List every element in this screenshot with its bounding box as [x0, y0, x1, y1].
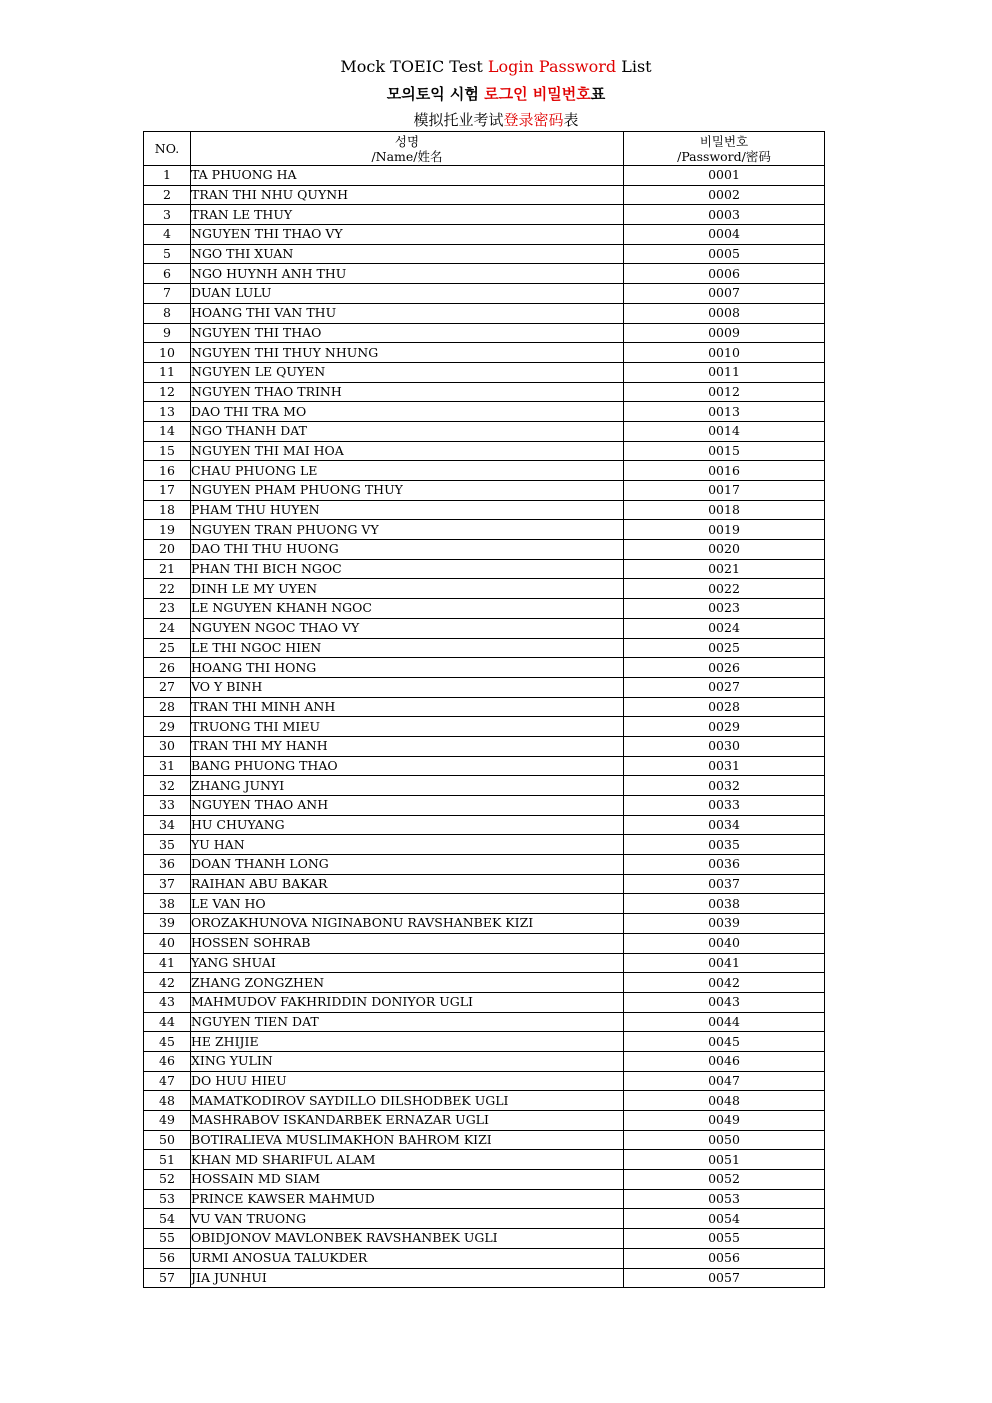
table-row	[144, 1032, 825, 1052]
table-row	[144, 244, 825, 264]
row-name-cell: NGUYEN TRAN PHUONG VY	[191, 520, 624, 540]
row-name-cell: OROZAKHUNOVA NIGINABONU RAVSHANBEK KIZI	[191, 914, 624, 934]
row-password-cell: 0014	[624, 421, 825, 441]
row-name-cell: TRAN THI MY HANH	[191, 736, 624, 756]
row-password-cell: 0042	[624, 973, 825, 993]
row-number-cell: 50	[144, 1130, 191, 1150]
row-password-cell: 0017	[624, 481, 825, 501]
row-name-cell: URMI ANOSUA TALUKDER	[191, 1248, 624, 1268]
row-name-cell: YU HAN	[191, 835, 624, 855]
row-number-cell: 48	[144, 1091, 191, 1111]
table-row	[144, 500, 825, 520]
row-name-cell: TA PHUONG HA	[191, 166, 624, 186]
row-name-cell: BOTIRALIEVA MUSLIMAKHON BAHROM KIZI	[191, 1130, 624, 1150]
title-korean-highlight: 로그인 비밀번호	[484, 85, 591, 103]
row-number-cell: 20	[144, 540, 191, 560]
row-password-cell: 0020	[624, 540, 825, 560]
row-name-cell: NGUYEN THI MAI HOA	[191, 441, 624, 461]
row-number-cell: 45	[144, 1032, 191, 1052]
row-password-cell: 0018	[624, 500, 825, 520]
row-name-cell: YANG SHUAI	[191, 953, 624, 973]
header-no: NO.	[144, 132, 191, 166]
row-name-cell: TRAN THI MINH ANH	[191, 697, 624, 717]
row-password-cell: 0038	[624, 894, 825, 914]
row-number-cell: 36	[144, 855, 191, 875]
row-number-cell: 44	[144, 1012, 191, 1032]
password-table	[143, 131, 825, 1288]
row-number-cell: 31	[144, 756, 191, 776]
row-number-cell: 42	[144, 973, 191, 993]
row-password-cell: 0041	[624, 953, 825, 973]
table-row	[144, 1248, 825, 1268]
row-password-cell: 0019	[624, 520, 825, 540]
row-password-cell: 0054	[624, 1209, 825, 1229]
table-row	[144, 992, 825, 1012]
row-name-cell: HOSSAIN MD SIAM	[191, 1170, 624, 1190]
row-name-cell: VO Y BINH	[191, 677, 624, 697]
row-password-cell: 0043	[624, 992, 825, 1012]
title-english-highlight: Login Password	[487, 57, 617, 76]
row-name-cell: TRAN THI NHU QUYNH	[191, 185, 624, 205]
row-password-cell: 0046	[624, 1051, 825, 1071]
table-row	[144, 1229, 825, 1249]
table-row	[144, 815, 825, 835]
row-name-cell: BANG PHUONG THAO	[191, 756, 624, 776]
table-row	[144, 225, 825, 245]
table-row	[144, 874, 825, 894]
row-number-cell: 14	[144, 421, 191, 441]
row-name-cell: CHAU PHUONG LE	[191, 461, 624, 481]
row-number-cell: 10	[144, 343, 191, 363]
row-name-cell: VU VAN TRUONG	[191, 1209, 624, 1229]
row-password-cell: 0052	[624, 1170, 825, 1190]
row-number-cell: 19	[144, 520, 191, 540]
row-number-cell: 52	[144, 1170, 191, 1190]
table-row	[144, 776, 825, 796]
table-row	[144, 796, 825, 816]
row-name-cell: HU CHUYANG	[191, 815, 624, 835]
row-name-cell: NGO HUYNH ANH THU	[191, 264, 624, 284]
row-password-cell: 0026	[624, 658, 825, 678]
table-row	[144, 855, 825, 875]
row-password-cell: 0022	[624, 579, 825, 599]
table-row	[144, 658, 825, 678]
row-name-cell: LE VAN HO	[191, 894, 624, 914]
row-password-cell: 0011	[624, 362, 825, 382]
table-row	[144, 559, 825, 579]
row-number-cell: 55	[144, 1229, 191, 1249]
table-row	[144, 264, 825, 284]
row-password-cell: 0039	[624, 914, 825, 934]
row-name-cell: NGUYEN THAO TRINH	[191, 382, 624, 402]
table-row	[144, 343, 825, 363]
row-number-cell: 56	[144, 1248, 191, 1268]
row-password-cell: 0050	[624, 1130, 825, 1150]
table-row	[144, 540, 825, 560]
row-name-cell: HE ZHIJIE	[191, 1032, 624, 1052]
table-row	[144, 736, 825, 756]
row-name-cell: KHAN MD SHARIFUL ALAM	[191, 1150, 624, 1170]
row-name-cell: DUAN LULU	[191, 284, 624, 304]
table-row	[144, 1209, 825, 1229]
row-name-cell: HOANG THI VAN THU	[191, 303, 624, 323]
row-number-cell: 23	[144, 599, 191, 619]
title-english	[0, 54, 992, 80]
table-row	[144, 973, 825, 993]
row-number-cell: 12	[144, 382, 191, 402]
header-name-korean: 성명	[394, 133, 420, 149]
header-name-sub: /Name/姓名	[371, 148, 443, 164]
table-row	[144, 835, 825, 855]
row-password-cell: 0044	[624, 1012, 825, 1032]
table-row	[144, 756, 825, 776]
row-name-cell: MAHMUDOV FAKHRIDDIN DONIYOR UGLI	[191, 992, 624, 1012]
row-number-cell: 17	[144, 481, 191, 501]
table-row	[144, 914, 825, 934]
title-korean-part1: 모의토익 시험	[386, 85, 485, 103]
row-password-cell: 0053	[624, 1189, 825, 1209]
table-row	[144, 599, 825, 619]
row-name-cell: PHAN THI BICH NGOC	[191, 559, 624, 579]
row-number-cell: 33	[144, 796, 191, 816]
title-korean	[0, 80, 992, 108]
row-name-cell: MASHRABOV ISKANDARBEK ERNAZAR UGLI	[191, 1111, 624, 1131]
table-row	[144, 1111, 825, 1131]
row-number-cell: 16	[144, 461, 191, 481]
row-password-cell: 0036	[624, 855, 825, 875]
table-header-row	[144, 132, 825, 166]
row-name-cell: PRINCE KAWSER MAHMUD	[191, 1189, 624, 1209]
row-number-cell: 40	[144, 933, 191, 953]
table-row	[144, 323, 825, 343]
row-name-cell: DOAN THANH LONG	[191, 855, 624, 875]
row-password-cell: 0037	[624, 874, 825, 894]
row-password-cell: 0001	[624, 166, 825, 186]
row-password-cell: 0031	[624, 756, 825, 776]
row-password-cell: 0023	[624, 599, 825, 619]
row-password-cell: 0032	[624, 776, 825, 796]
table-row	[144, 421, 825, 441]
table-row	[144, 1150, 825, 1170]
row-password-cell: 0056	[624, 1248, 825, 1268]
row-number-cell: 22	[144, 579, 191, 599]
row-password-cell: 0006	[624, 264, 825, 284]
row-password-cell: 0057	[624, 1268, 825, 1288]
table-row	[144, 697, 825, 717]
row-name-cell: HOSSEN SOHRAB	[191, 933, 624, 953]
title-korean-part3: 표	[590, 85, 606, 103]
row-number-cell: 8	[144, 303, 191, 323]
row-number-cell: 32	[144, 776, 191, 796]
table-row	[144, 894, 825, 914]
row-number-cell: 7	[144, 284, 191, 304]
row-password-cell: 0009	[624, 323, 825, 343]
header-password-korean: 비밀번호	[699, 133, 749, 149]
row-name-cell: NGUYEN THI THAO VY	[191, 225, 624, 245]
row-number-cell: 24	[144, 618, 191, 638]
row-password-cell: 0051	[624, 1150, 825, 1170]
header-name	[191, 132, 624, 166]
row-name-cell: LE THI NGOC HIEN	[191, 638, 624, 658]
table-row	[144, 461, 825, 481]
row-name-cell: DINH LE MY UYEN	[191, 579, 624, 599]
row-password-cell: 0025	[624, 638, 825, 658]
row-name-cell: NGUYEN THI THAO	[191, 323, 624, 343]
row-password-cell: 0048	[624, 1091, 825, 1111]
title-english-part1: Mock TOEIC Test	[340, 57, 488, 76]
table-row	[144, 717, 825, 737]
row-name-cell: OBIDJONOV MAVLONBEK RAVSHANBEK UGLI	[191, 1229, 624, 1249]
table-row	[144, 481, 825, 501]
row-name-cell: TRAN LE THUY	[191, 205, 624, 225]
table-row	[144, 284, 825, 304]
row-name-cell: MAMATKODIROV SAYDILLO DILSHODBEK UGLI	[191, 1091, 624, 1111]
row-number-cell: 3	[144, 205, 191, 225]
row-name-cell: NGUYEN TIEN DAT	[191, 1012, 624, 1032]
row-name-cell: PHAM THU HUYEN	[191, 500, 624, 520]
row-number-cell: 1	[144, 166, 191, 186]
row-number-cell: 13	[144, 402, 191, 422]
table-row	[144, 1051, 825, 1071]
row-password-cell: 0013	[624, 402, 825, 422]
row-password-cell: 0003	[624, 205, 825, 225]
table-row	[144, 205, 825, 225]
row-number-cell: 11	[144, 362, 191, 382]
row-name-cell: NGUYEN PHAM PHUONG THUY	[191, 481, 624, 501]
row-number-cell: 21	[144, 559, 191, 579]
row-number-cell: 29	[144, 717, 191, 737]
row-number-cell: 43	[144, 992, 191, 1012]
table-row	[144, 166, 825, 186]
row-name-cell: NGO THI XUAN	[191, 244, 624, 264]
row-name-cell: HOANG THI HONG	[191, 658, 624, 678]
table-row	[144, 441, 825, 461]
table-row	[144, 677, 825, 697]
row-name-cell: LE NGUYEN KHANH NGOC	[191, 599, 624, 619]
row-password-cell: 0024	[624, 618, 825, 638]
row-password-cell: 0027	[624, 677, 825, 697]
row-number-cell: 37	[144, 874, 191, 894]
row-password-cell: 0040	[624, 933, 825, 953]
row-name-cell: XING YULIN	[191, 1051, 624, 1071]
row-number-cell: 39	[144, 914, 191, 934]
row-name-cell: RAIHAN ABU BAKAR	[191, 874, 624, 894]
table-row	[144, 362, 825, 382]
row-number-cell: 34	[144, 815, 191, 835]
row-password-cell: 0033	[624, 796, 825, 816]
row-number-cell: 9	[144, 323, 191, 343]
title-chinese-highlight: 登录密码	[503, 111, 564, 129]
row-password-cell: 0008	[624, 303, 825, 323]
title-chinese	[0, 108, 992, 132]
row-password-cell: 0004	[624, 225, 825, 245]
row-name-cell: DAO THI TRA MO	[191, 402, 624, 422]
row-password-cell: 0030	[624, 736, 825, 756]
table-row	[144, 1189, 825, 1209]
table-row	[144, 185, 825, 205]
row-password-cell: 0035	[624, 835, 825, 855]
row-number-cell: 46	[144, 1051, 191, 1071]
document-title	[0, 54, 992, 132]
row-number-cell: 30	[144, 736, 191, 756]
row-name-cell: ZHANG JUNYI	[191, 776, 624, 796]
row-number-cell: 35	[144, 835, 191, 855]
table-row	[144, 303, 825, 323]
table-row	[144, 579, 825, 599]
row-name-cell: NGUYEN NGOC THAO VY	[191, 618, 624, 638]
row-password-cell: 0010	[624, 343, 825, 363]
row-password-cell: 0007	[624, 284, 825, 304]
row-number-cell: 5	[144, 244, 191, 264]
row-number-cell: 6	[144, 264, 191, 284]
row-password-cell: 0016	[624, 461, 825, 481]
row-password-cell: 0047	[624, 1071, 825, 1091]
table-row	[144, 953, 825, 973]
table-row	[144, 402, 825, 422]
row-name-cell: TRUONG THI MIEU	[191, 717, 624, 737]
row-password-cell: 0002	[624, 185, 825, 205]
table-row	[144, 1091, 825, 1111]
row-name-cell: ZHANG ZONGZHEN	[191, 973, 624, 993]
table-row	[144, 1170, 825, 1190]
title-english-part3: List	[616, 57, 652, 76]
table-header	[144, 132, 825, 166]
row-number-cell: 26	[144, 658, 191, 678]
row-password-cell: 0029	[624, 717, 825, 737]
title-chinese-part1: 模拟托业考试	[413, 111, 504, 129]
row-number-cell: 38	[144, 894, 191, 914]
row-number-cell: 27	[144, 677, 191, 697]
table-row	[144, 1071, 825, 1091]
row-number-cell: 53	[144, 1189, 191, 1209]
table-body	[144, 166, 825, 1288]
row-number-cell: 28	[144, 697, 191, 717]
row-name-cell: DAO THI THU HUONG	[191, 540, 624, 560]
row-name-cell: NGUYEN LE QUYEN	[191, 362, 624, 382]
row-number-cell: 41	[144, 953, 191, 973]
table-row	[144, 1268, 825, 1288]
row-name-cell: NGO THANH DAT	[191, 421, 624, 441]
row-password-cell: 0021	[624, 559, 825, 579]
table-row	[144, 1130, 825, 1150]
table-row	[144, 382, 825, 402]
table-row	[144, 618, 825, 638]
row-password-cell: 0049	[624, 1111, 825, 1131]
table-row	[144, 520, 825, 540]
title-chinese-part3: 表	[563, 111, 579, 129]
row-password-cell: 0012	[624, 382, 825, 402]
row-number-cell: 25	[144, 638, 191, 658]
header-password-sub: /Password/密码	[677, 148, 771, 164]
row-name-cell: JIA JUNHUI	[191, 1268, 624, 1288]
row-number-cell: 57	[144, 1268, 191, 1288]
row-number-cell: 51	[144, 1150, 191, 1170]
row-number-cell: 47	[144, 1071, 191, 1091]
table-row	[144, 1012, 825, 1032]
row-number-cell: 49	[144, 1111, 191, 1131]
row-number-cell: 18	[144, 500, 191, 520]
row-name-cell: NGUYEN THI THUY NHUNG	[191, 343, 624, 363]
row-name-cell: NGUYEN THAO ANH	[191, 796, 624, 816]
table-row	[144, 933, 825, 953]
header-password	[624, 132, 825, 166]
row-password-cell: 0034	[624, 815, 825, 835]
row-number-cell: 4	[144, 225, 191, 245]
row-number-cell: 2	[144, 185, 191, 205]
table-row	[144, 638, 825, 658]
row-password-cell: 0055	[624, 1229, 825, 1249]
row-password-cell: 0005	[624, 244, 825, 264]
row-password-cell: 0028	[624, 697, 825, 717]
row-name-cell: DO HUU HIEU	[191, 1071, 624, 1091]
row-number-cell: 54	[144, 1209, 191, 1229]
row-number-cell: 15	[144, 441, 191, 461]
row-password-cell: 0045	[624, 1032, 825, 1052]
row-password-cell: 0015	[624, 441, 825, 461]
